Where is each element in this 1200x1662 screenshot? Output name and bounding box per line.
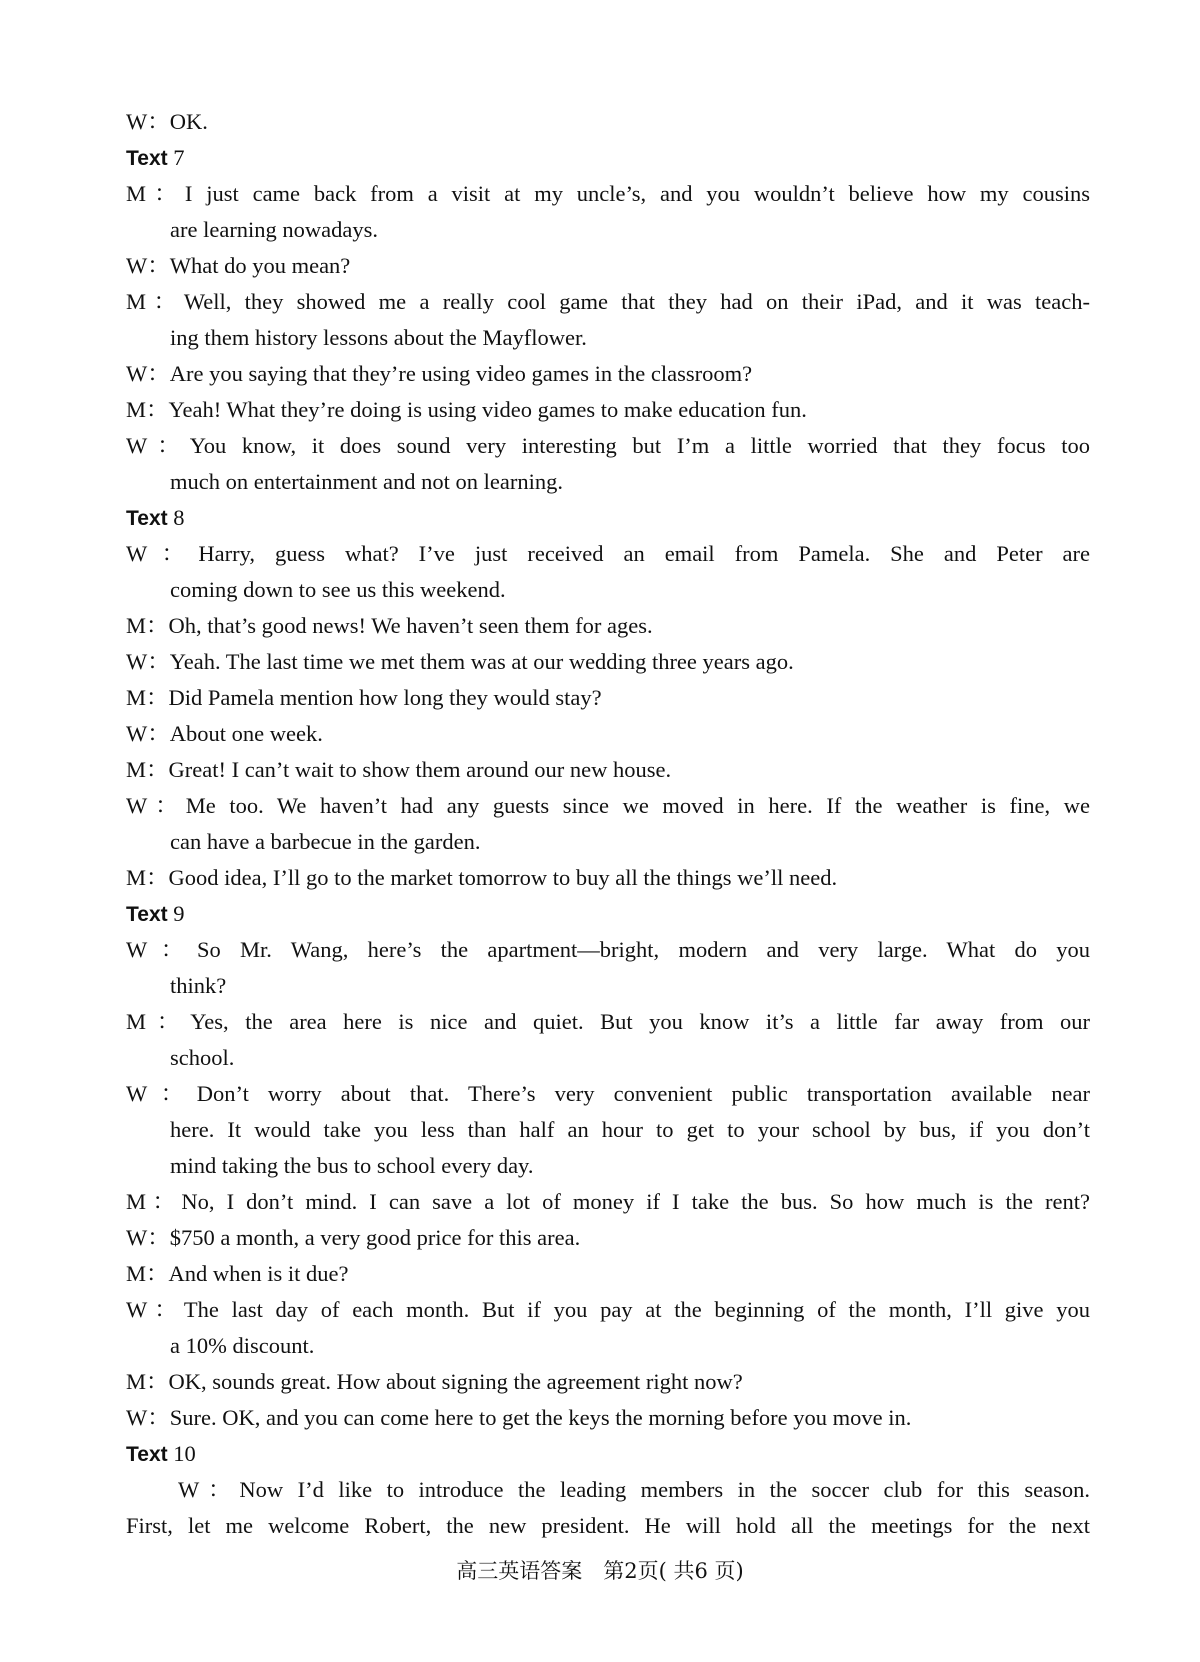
section-heading (126, 500, 1090, 536)
section-heading-word: Text (126, 903, 168, 926)
dialogue-line: W：You know, it does sound very interesting but I’m a little worried that they focus too (126, 433, 1090, 458)
dialogue-line: M：Yes, the area here is nice and quiet. But you know it’s a little far away from our (126, 1009, 1090, 1034)
dialogue-line: W：What do you mean? (126, 253, 351, 278)
dialogue-line: W：Are you saying that they’re using video games in the classroom? (126, 361, 753, 386)
dialogue-line: M：Good idea, I’ll go to the market tomorrow to buy all the things we’ll need. (126, 865, 838, 890)
dialogue-line: M：No, I don’t mind. I can save a lot of money if I take the bus. So how much is the rent? (126, 1189, 1090, 1214)
dialogue-line-continuation: can have a barbecue in the garden. (170, 829, 481, 854)
dialogue-line: M：Great! I can’t wait to show them around our new house. (126, 757, 672, 782)
dialogue-line: M：Did Pamela mention how long they would stay? (126, 685, 602, 710)
section-heading-number: 9 (173, 901, 185, 926)
dialogue-line-continuation: coming down to see us this weekend. (170, 577, 506, 602)
section-heading-word: Text (126, 147, 168, 170)
dialogue-line-continuation: a 10% discount. (170, 1333, 315, 1358)
dialogue-line: W：About one week. (126, 721, 323, 746)
dialogue-line-continuation: school. (170, 1045, 235, 1070)
dialogue-line: W：Me too. We haven’t had any guests since we moved in here. If the weather is fine, we (126, 793, 1090, 818)
section-heading (126, 896, 1090, 932)
dialogue-line: W：The last day of each month. But if you pay at the beginning of the month, I’ll give you (126, 1297, 1090, 1322)
dialogue-line: M：And when is it due? (126, 1261, 349, 1286)
page-footer: 高三英语答案 第2页( 共6 页) (456, 1559, 744, 1583)
dialogue-line-continuation: here. It would take you less than half an hour to get to your school by bus, if you don’t (170, 1117, 1090, 1142)
section-heading-number: 8 (173, 505, 185, 530)
paragraph-first-line: W：Now I’d like to introduce the leading members in the soccer club for this season. (178, 1477, 1090, 1502)
section-heading-word: Text (126, 507, 168, 530)
dialogue-line: M：OK, sounds great. How about signing the agreement right now? (126, 1369, 743, 1394)
document-body (126, 104, 1090, 1544)
section-heading-word: Text (126, 1443, 168, 1466)
section-heading-number: 7 (173, 145, 185, 170)
dialogue-line: W：Don’t worry about that. There’s very convenient public transportation available near (126, 1081, 1090, 1106)
dialogue-line-continuation: are learning nowadays. (170, 217, 379, 242)
dialogue-line-continuation: much on entertainment and not on learning. (170, 469, 564, 494)
dialogue-line: W：Harry, guess what? I’ve just received an email from Pamela. She and Peter are (126, 541, 1090, 566)
dialogue-line-continuation: ing them history lessons about the Mayflower. (170, 325, 587, 350)
dialogue-line: W：Yeah. The last time we met them was at our wedding three years ago. (126, 649, 794, 674)
dialogue-line-continuation: mind taking the bus to school every day. (170, 1153, 534, 1178)
dialogue-line: M：Well, they showed me a really cool game that they had on their iPad, and it was teach- (126, 289, 1090, 314)
dialogue-line: W：Sure. OK, and you can come here to get the keys the morning before you move in. (126, 1405, 912, 1430)
dialogue-line: M：Oh, that’s good news! We haven’t seen them for ages. (126, 613, 653, 638)
dialogue-line: W：So Mr. Wang, here’s the apartment—bright, modern and very large. What do you (126, 937, 1090, 962)
dialogue-line: First, let me welcome Robert, the new president. He will hold all the meetings for the next (126, 1513, 1090, 1538)
dialogue-line: M：Yeah! What they’re doing is using video games to make education fun. (126, 397, 807, 422)
dialogue-line: W：OK. (126, 109, 208, 134)
section-heading-number: 10 (173, 1441, 196, 1466)
dialogue-line: W：$750 a month, a very good price for this area. (126, 1225, 581, 1250)
dialogue-line: M：I just came back from a visit at my uncle’s, and you wouldn’t believe how my cousins (126, 181, 1090, 206)
dialogue-line-continuation: think? (170, 973, 227, 998)
section-heading (126, 140, 1090, 176)
section-heading (126, 1436, 1090, 1472)
